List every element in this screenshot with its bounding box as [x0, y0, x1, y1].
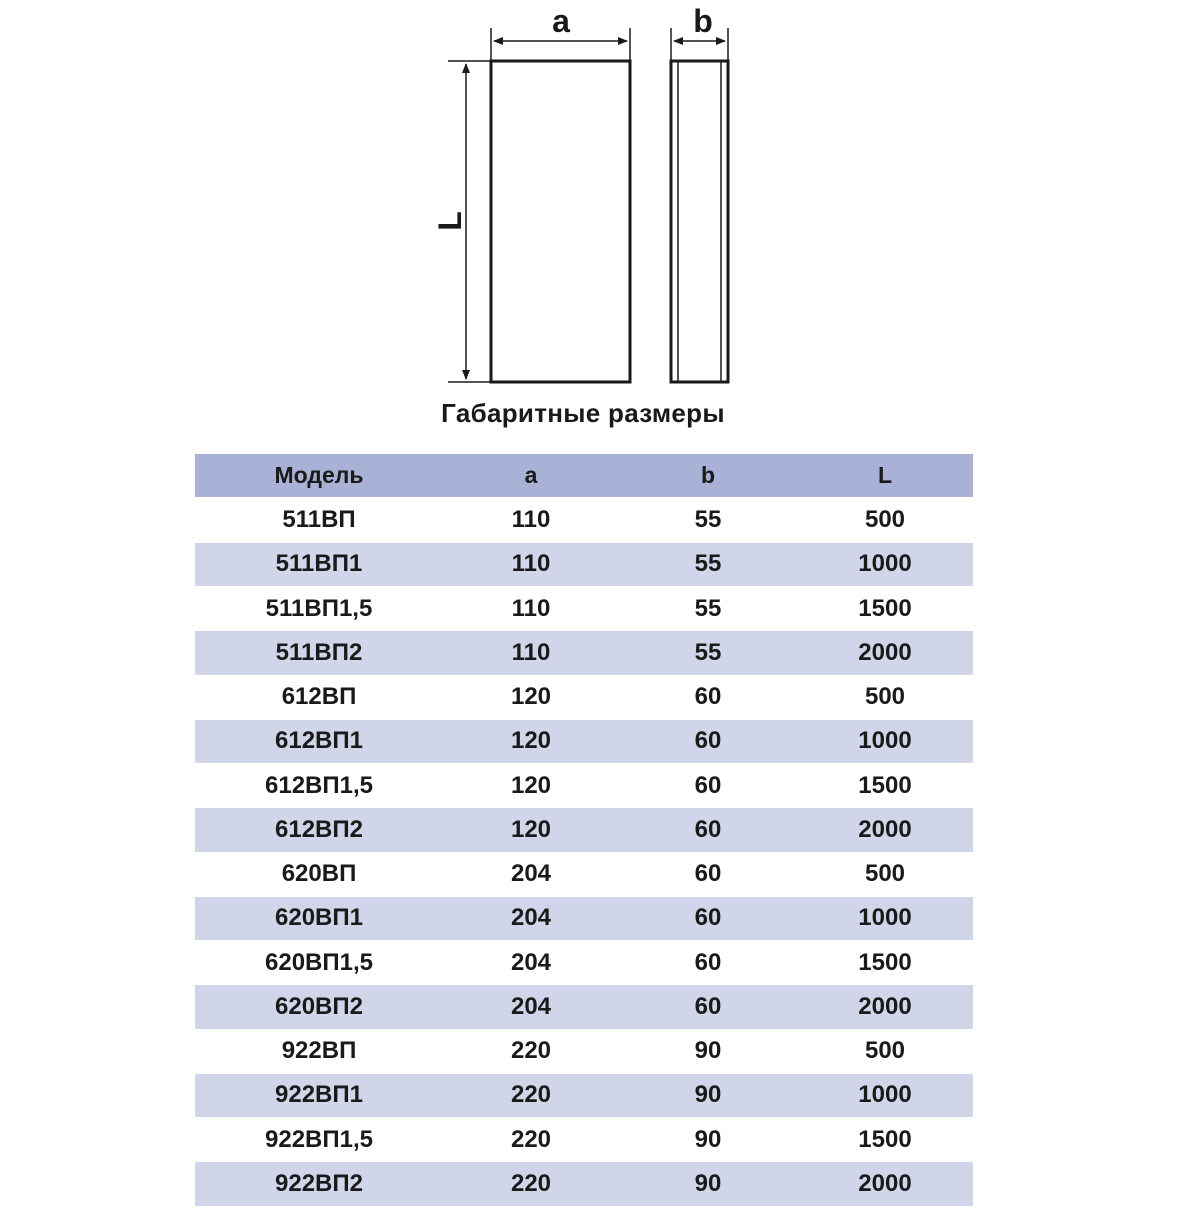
cell-model: 511ВП2 — [195, 631, 443, 675]
table-row — [195, 542, 973, 586]
cell-b: 55 — [619, 587, 797, 631]
cell-model: 511ВП1 — [195, 542, 443, 586]
table-row — [195, 631, 973, 675]
cell-b: 60 — [619, 896, 797, 940]
cell-L: 500 — [797, 498, 973, 542]
cell-a: 110 — [443, 498, 619, 542]
cell-model: 612ВП1,5 — [195, 764, 443, 808]
cell-model: 620ВП1 — [195, 896, 443, 940]
cell-model: 511ВП — [195, 498, 443, 542]
cell-a: 204 — [443, 896, 619, 940]
cell-model: 511ВП1,5 — [195, 587, 443, 631]
cell-b: 90 — [619, 1029, 797, 1073]
dimension-L-label: L — [432, 211, 468, 231]
dimension-b-label: b — [693, 3, 713, 39]
cell-a: 120 — [443, 675, 619, 719]
table-row — [195, 808, 973, 852]
header-model: Модель — [195, 454, 443, 498]
cell-b: 90 — [619, 1118, 797, 1162]
cell-a: 120 — [443, 719, 619, 763]
side-view-outline — [671, 61, 728, 382]
cell-a: 204 — [443, 941, 619, 985]
table-row — [195, 498, 973, 542]
cell-a: 220 — [443, 1073, 619, 1117]
dimensions-table-container — [195, 454, 973, 1207]
table-row — [195, 675, 973, 719]
cell-L: 2000 — [797, 1162, 973, 1206]
diagram-caption: Габаритные размеры — [441, 398, 725, 428]
header-b: b — [619, 454, 797, 498]
cell-a: 220 — [443, 1029, 619, 1073]
cell-L: 2000 — [797, 985, 973, 1029]
cell-a: 120 — [443, 808, 619, 852]
cell-L: 1500 — [797, 941, 973, 985]
cell-model: 612ВП1 — [195, 719, 443, 763]
table-row — [195, 1118, 973, 1162]
cell-L: 2000 — [797, 631, 973, 675]
cell-L: 1500 — [797, 764, 973, 808]
table-row — [195, 852, 973, 896]
cell-b: 60 — [619, 675, 797, 719]
cell-b: 55 — [619, 542, 797, 586]
table-row — [195, 985, 973, 1029]
cell-b: 55 — [619, 498, 797, 542]
table-row — [195, 1162, 973, 1206]
cell-model: 922ВП1,5 — [195, 1118, 443, 1162]
cell-L: 500 — [797, 852, 973, 896]
cell-L: 1000 — [797, 542, 973, 586]
dimension-diagram — [0, 0, 1200, 400]
table-row — [195, 941, 973, 985]
cell-model: 620ВП — [195, 852, 443, 896]
cell-a: 220 — [443, 1162, 619, 1206]
cell-b: 60 — [619, 941, 797, 985]
cell-a: 220 — [443, 1118, 619, 1162]
dimensions-table — [195, 454, 973, 1207]
cell-model: 922ВП2 — [195, 1162, 443, 1206]
cell-b: 60 — [619, 852, 797, 896]
cell-L: 1000 — [797, 719, 973, 763]
dimension-a-label: a — [552, 3, 570, 39]
cell-L: 1500 — [797, 1118, 973, 1162]
table-row — [195, 1029, 973, 1073]
cell-a: 204 — [443, 852, 619, 896]
cell-b: 60 — [619, 719, 797, 763]
table-header-row — [195, 454, 973, 498]
cell-model: 612ВП — [195, 675, 443, 719]
table-row — [195, 896, 973, 940]
cell-L: 1000 — [797, 896, 973, 940]
header-a: a — [443, 454, 619, 498]
cell-b: 60 — [619, 764, 797, 808]
cell-a: 110 — [443, 542, 619, 586]
cell-model: 620ВП1,5 — [195, 941, 443, 985]
table-row — [195, 719, 973, 763]
cell-b: 60 — [619, 985, 797, 1029]
cell-L: 1000 — [797, 1073, 973, 1117]
table-row — [195, 587, 973, 631]
front-view-outline — [491, 61, 630, 382]
table-row — [195, 1073, 973, 1117]
header-L: L — [797, 454, 973, 498]
table-row — [195, 764, 973, 808]
cell-model: 620ВП2 — [195, 985, 443, 1029]
cell-a: 110 — [443, 631, 619, 675]
cell-b: 90 — [619, 1162, 797, 1206]
cell-model: 612ВП2 — [195, 808, 443, 852]
cell-model: 922ВП1 — [195, 1073, 443, 1117]
cell-L: 1500 — [797, 587, 973, 631]
cell-b: 90 — [619, 1073, 797, 1117]
cell-a: 204 — [443, 985, 619, 1029]
cell-a: 110 — [443, 587, 619, 631]
cell-b: 60 — [619, 808, 797, 852]
cell-a: 120 — [443, 764, 619, 808]
cell-model: 922ВП — [195, 1029, 443, 1073]
cell-L: 500 — [797, 1029, 973, 1073]
cell-L: 2000 — [797, 808, 973, 852]
cell-L: 500 — [797, 675, 973, 719]
cell-b: 55 — [619, 631, 797, 675]
